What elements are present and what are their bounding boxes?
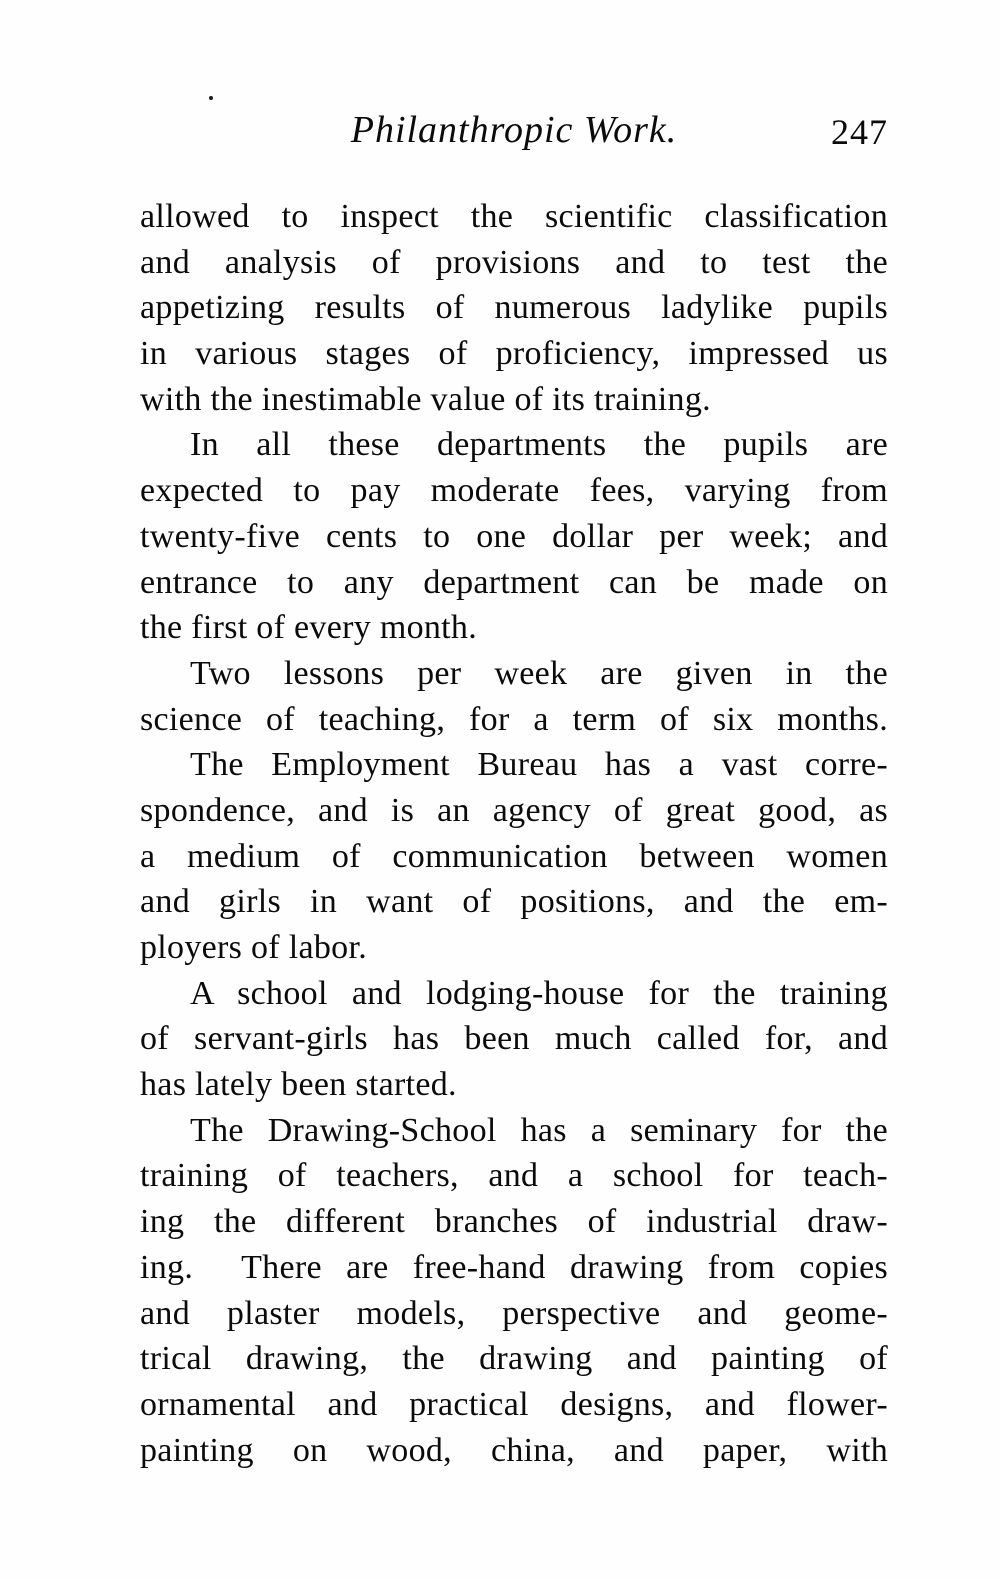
paragraph <box>140 422 888 650</box>
paragraph <box>140 742 888 970</box>
text-line: the first of every month. <box>140 609 478 647</box>
page-body <box>140 194 888 1473</box>
text-line: and girls in want of positions, and the em- <box>140 883 888 921</box>
text-line: of servant-girls has been much called for, and <box>140 1020 888 1058</box>
text-line: has lately been started. <box>140 1066 457 1104</box>
text-line: spondence, and is an agency of great good, as <box>140 791 888 829</box>
paragraph <box>140 1108 888 1474</box>
text-line: with the inestimable value of its training. <box>140 380 711 418</box>
text-line: ployers of labor. <box>140 929 367 966</box>
scan-artifact-dot <box>209 96 213 100</box>
paragraph <box>140 971 888 1108</box>
text-line: and plaster models, perspective and geome- <box>140 1294 888 1332</box>
paragraph <box>140 194 888 422</box>
text-line: entrance to any department can be made on <box>140 563 888 601</box>
text-line: ornamental and practical designs, and flower- <box>140 1385 888 1423</box>
text-line: In all these departments the pupils are <box>190 426 888 464</box>
text-line: The Drawing-School has a seminary for the <box>190 1111 888 1149</box>
text-line: and analysis of provisions and to test the <box>140 243 888 281</box>
text-line: painting on wood, china, and paper, with <box>140 1431 888 1469</box>
paragraph <box>140 651 888 742</box>
text-line: trical drawing, the drawing and painting of <box>140 1340 888 1378</box>
text-line: A school and lodging-house for the training <box>190 974 888 1012</box>
page-number: 247 <box>831 112 888 152</box>
text-line: training of teachers, and a school for teach- <box>140 1157 888 1195</box>
text-line: appetizing results of numerous ladylike pupils <box>140 289 888 327</box>
text-line: a medium of communication between women <box>140 837 888 875</box>
text-line: twenty-five cents to one dollar per week; and <box>140 517 888 555</box>
text-line: ing the different branches of industrial draw- <box>140 1203 888 1241</box>
text-line: Two lessons per week are given in the <box>190 654 888 692</box>
text-line: allowed to inspect the scientific classification <box>140 198 888 235</box>
text-line: science of teaching, for a term of six months. <box>140 700 888 738</box>
text-line: in various stages of proficiency, impressed us <box>140 335 888 373</box>
text-line: expected to pay moderate fees, varying from <box>140 472 888 510</box>
page-header <box>140 108 888 160</box>
text-line: ing. There are free-hand drawing from copies <box>140 1248 888 1286</box>
text-line: The Employment Bureau has a vast corre- <box>190 746 888 784</box>
running-title: Philanthropic Work. <box>350 109 678 151</box>
